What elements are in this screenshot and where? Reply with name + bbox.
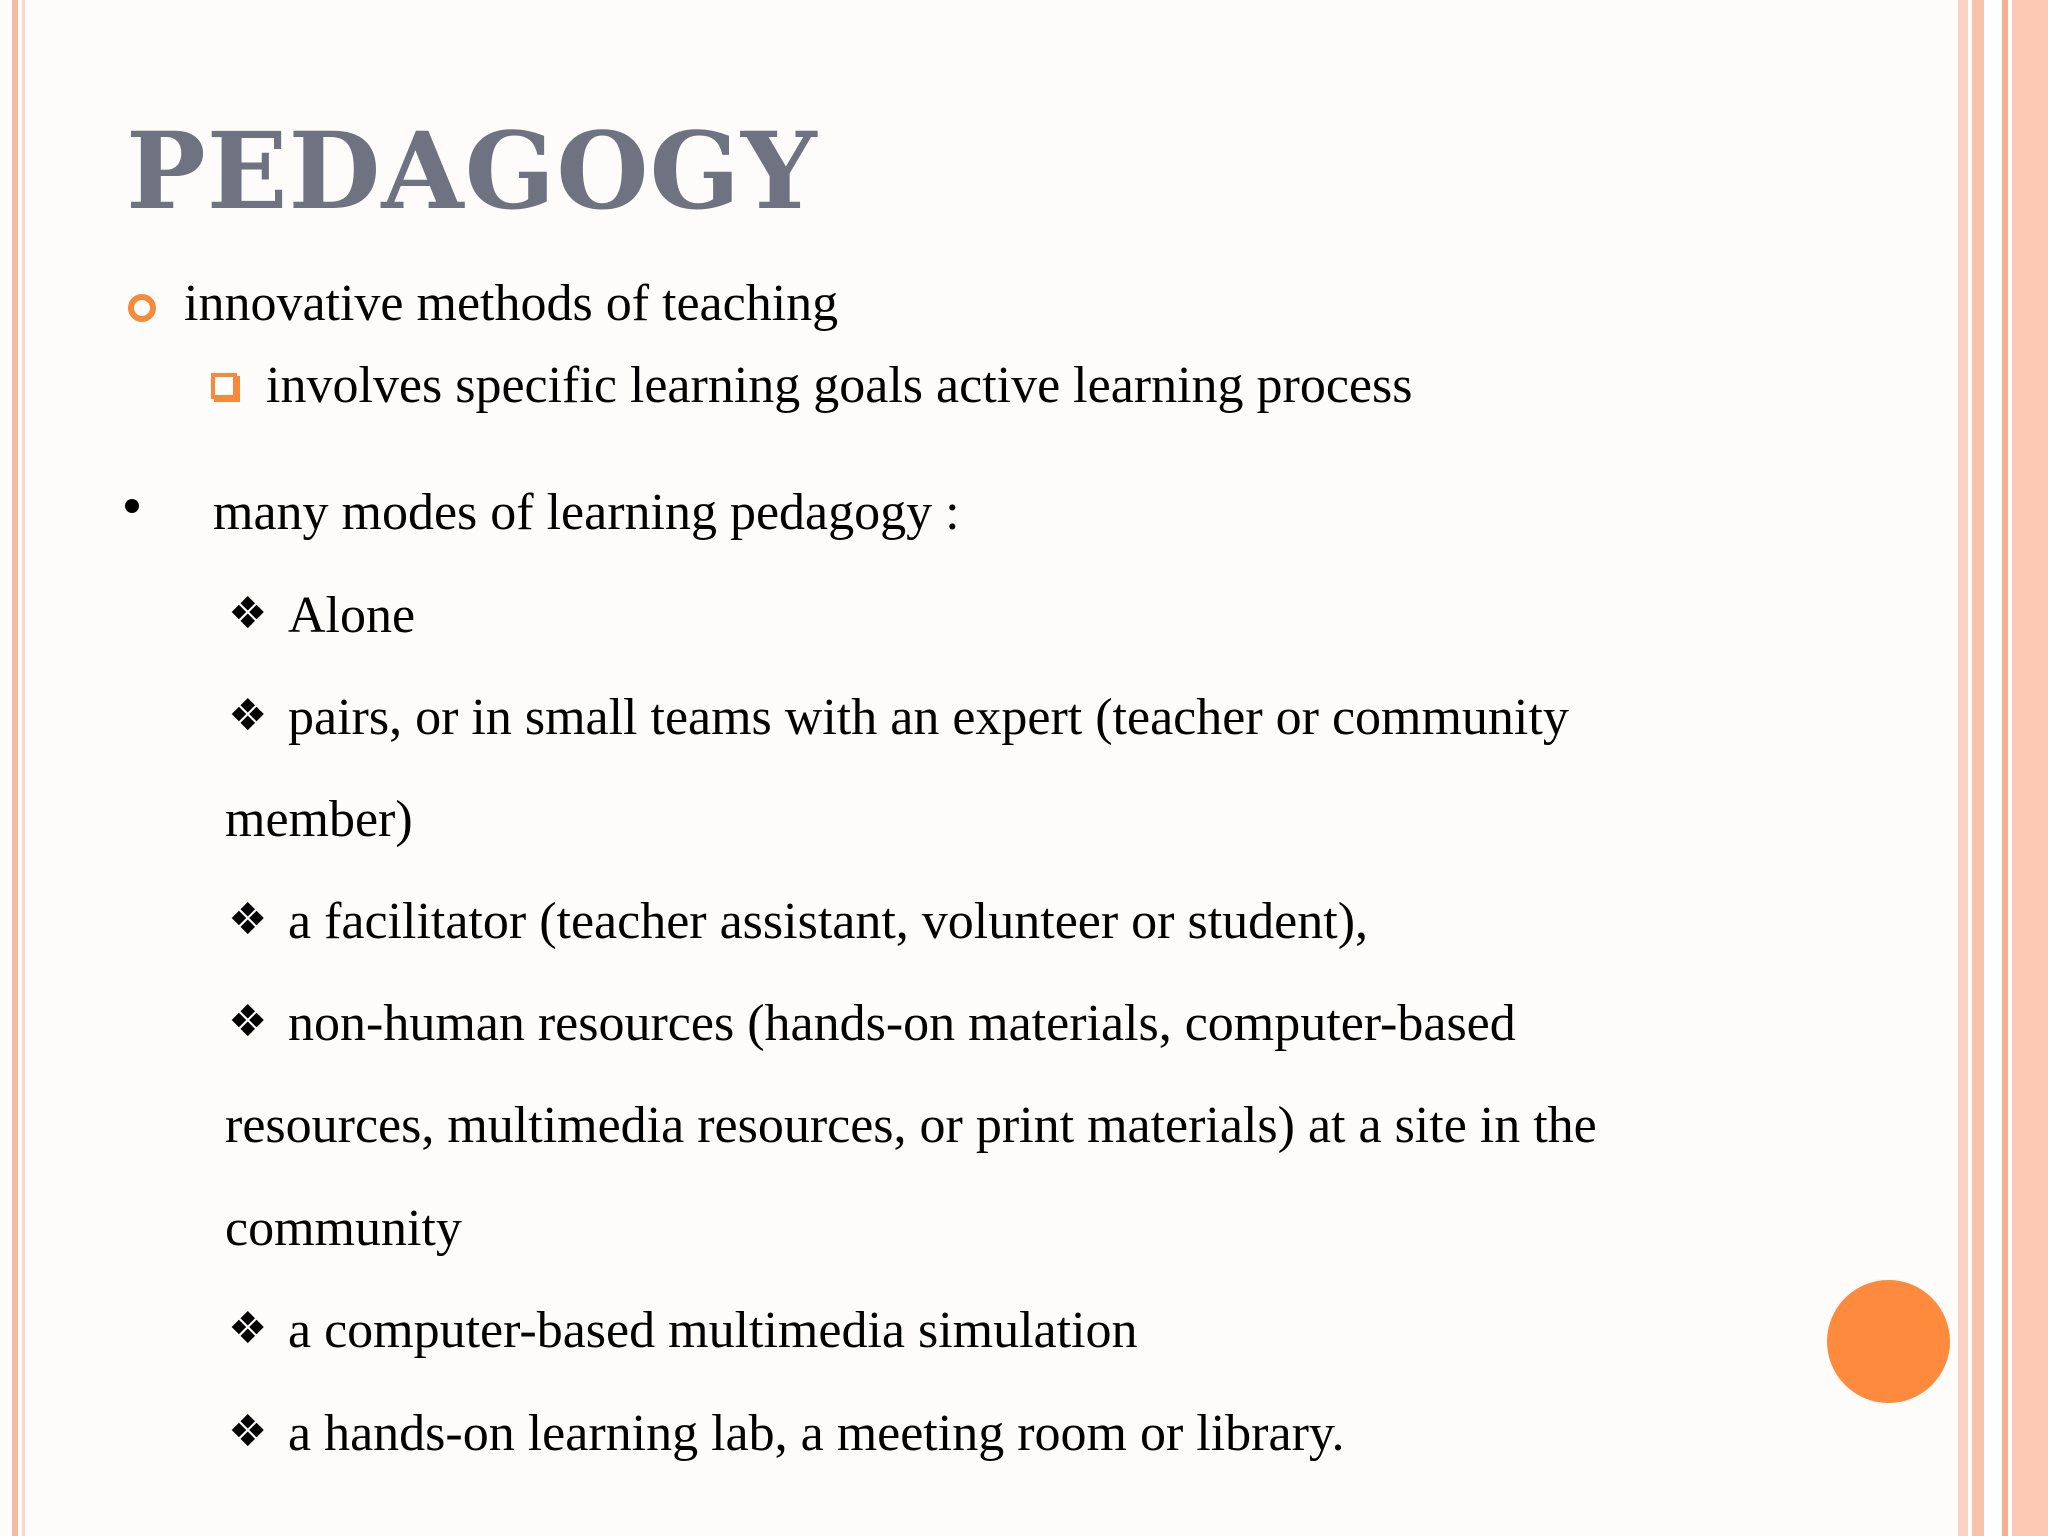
mode-item-nonhuman-line3: community xyxy=(225,1200,462,1257)
square-bullet-icon xyxy=(211,373,237,399)
left-border-line xyxy=(12,0,18,1536)
left-border-line-inner xyxy=(22,0,25,1536)
diamond-bullet-icon: ❖ xyxy=(228,894,268,945)
slide-title: PEDAGOGY xyxy=(126,108,818,233)
mode-item-pairs-line2: member) xyxy=(225,791,413,848)
mode-item-simulation: a computer-based multimedia simulation xyxy=(288,1302,1138,1359)
right-stripe xyxy=(1972,0,1984,1536)
diamond-bullet-icon: ❖ xyxy=(228,690,268,741)
dot-bullet-icon xyxy=(125,499,139,513)
mode-item-nonhuman-line2: resources, multimedia resources, or print materials) at a site in the xyxy=(225,1097,1597,1154)
ring-bullet-icon xyxy=(128,294,156,322)
bullet-level2-text: involves specific learning goals active learning process xyxy=(266,357,1413,414)
diamond-bullet-icon: ❖ xyxy=(228,588,268,639)
mode-item-alone: Alone xyxy=(288,587,416,644)
mode-item-lab: a hands-on learning lab, a meeting room or library. xyxy=(288,1405,1345,1462)
right-stripe-gap xyxy=(1984,0,2002,1536)
mode-item-nonhuman-line1: non-human resources (hands-on materials, computer-based xyxy=(288,995,1516,1052)
mode-item-pairs-line1: pairs, or in small teams with an expert (teacher or community xyxy=(288,689,1569,746)
mode-item-facilitator: a facilitator (teacher assistant, volunteer or student), xyxy=(288,893,1369,950)
right-stripe xyxy=(2012,0,2048,1536)
right-stripe xyxy=(1958,0,1968,1536)
diamond-bullet-icon: ❖ xyxy=(228,996,268,1047)
diamond-bullet-icon: ❖ xyxy=(228,1303,268,1354)
decorative-orange-circle xyxy=(1827,1280,1950,1403)
bullet-level1-text: innovative methods of teaching xyxy=(184,275,839,332)
diamond-bullet-icon: ❖ xyxy=(228,1406,268,1457)
modes-intro-text: many modes of learning pedagogy : xyxy=(213,484,960,541)
